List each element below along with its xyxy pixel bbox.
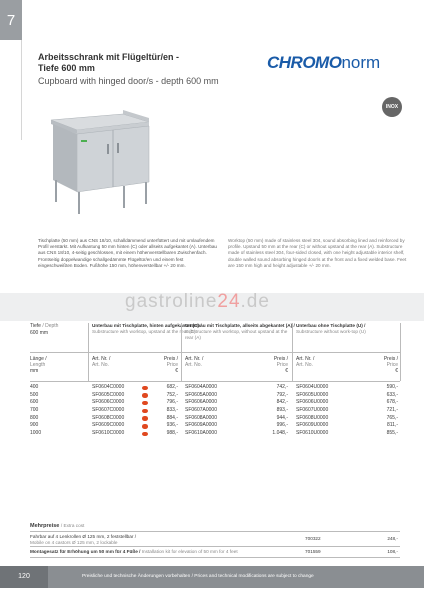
brand-logo-suffix: norm — [341, 53, 381, 72]
extra-cost-item: Montagesatz für Erhöhung um 50 mm für 4 Füße / Installation kit for elevation of 50 mm for 4 feet 701559 108,- — [30, 549, 398, 554]
rule — [30, 352, 400, 353]
section-tab-rule — [0, 40, 22, 140]
group-header-c: Unterbau mit Tischplatte, hinten aufgekantet (C) / Substructure with worktop, upstand at the rear (C) — [92, 323, 202, 334]
inox-badge: INOX — [382, 97, 402, 117]
product-image — [45, 100, 155, 218]
table-row: 800 SF0608C0000 884,- SF0608A0000 944,- SF0608U0000 765,- — [30, 414, 398, 421]
price-header-c: Preis / Price € — [163, 356, 178, 375]
brand-logo — [267, 53, 379, 77]
description-en: Worktop (50 mm) made of stainless steel 304, sound absorbing lined and reinforced by profile. Upstand 50 mm at the rear (C) or without upstand at the rear (A). Substructure made of stainless steel 304, four-sided closed, with one height adjustable interior shelf, double walled sound absorbing hinged door/s at the front and a fixed welded base. Feet are 150 mm high and height adjustable +/- 20 mm. — [228, 238, 407, 268]
description-de: Tischplatte (50 mm) aus CNS 18/10, schalldämmend unterfüttert und mit umlaufendem Profil verstärkt. Mit Aufkantung 50 mm hinten (C) oder allseits aufgekantet (A). Unterbau aus CNS 18/10, 4-seitig geschlossen, mit einem höhenverstellbaren Zwischenfach. Frontseitig doppelwandige schallgedämmte Flügeltür/en und einem fest eingeschweißten Boden. Fußhöhe 150 mm, höhenverstellbar +/- 20 mm. — [38, 238, 217, 268]
table-row: 700 SF0607C0000 833,- SF0607A0000 893,- SF0607U0000 721,- — [30, 407, 398, 414]
page-title-en: Cupboard with hinged door/s - depth 600 mm — [38, 76, 219, 86]
price-header-u: Preis / Price € — [383, 356, 398, 375]
marker-dot — [142, 416, 148, 421]
depth-label: Tiefe / Depth 600 mm — [30, 323, 80, 337]
section-tab: 7 — [0, 0, 22, 40]
marker-dot — [142, 424, 148, 429]
footer-note: Preisliche und technische Änderungen vorbehalten / Prices and technical modifications are subject to change — [82, 574, 314, 579]
depth-value: 600 mm — [30, 330, 49, 336]
table-row: 1000 SF0610C0000 988,- SF0610A0000 1.048,- SF0610U0000 855,- — [30, 430, 398, 437]
marker-dot — [142, 401, 148, 406]
length-header: Länge / Length mm — [30, 356, 47, 375]
page-number: 120 — [0, 566, 48, 588]
group-header-a: Unterbau mit Tischplatte, allseits abgekantet (A) / Substructure with worktop, without upstand at the rear (A) — [185, 323, 295, 340]
rule — [30, 546, 400, 547]
rule — [30, 531, 400, 532]
price-header-a: Preis / Price € — [273, 356, 288, 375]
extra-cost-item: Fahrbar auf 4 Lenkrollen Ø 125 mm, 2 feststellbar / Mobile on 4 castors Ø 125 mm, 2 lockable 700322 248,- — [30, 534, 398, 545]
extra-cost-heading: Mehrpreise / Extra cost — [30, 523, 85, 529]
rule — [400, 323, 401, 381]
rule — [30, 557, 400, 558]
watermark: gastroline24.de — [125, 291, 270, 312]
artnr-header-u: Art. Nr. / Art. No. — [296, 356, 315, 369]
artnr-header-a: Art. Nr. / Art. No. — [185, 356, 204, 369]
table-row: 600 SF0606C0000 796,- SF0606A0000 842,- SF0606U0000 678,- — [30, 399, 398, 406]
marker-dot — [142, 432, 148, 437]
marker-dot — [142, 393, 148, 398]
rule — [30, 381, 400, 382]
table-row: 500 SF0605C0000 752,- SF0605A0000 792,- SF0605U0000 633,- — [30, 391, 398, 398]
table-row: 400 SF0604C0000 682,- SF0604A0000 742,- SF0604U0000 590,- — [30, 384, 398, 390]
price-table-body — [30, 384, 400, 438]
page-title-de: Arbeitsschrank mit Flügeltür/en - — [38, 52, 180, 62]
marker-dot — [142, 409, 148, 414]
page-title-de-line2: Tiefe 600 mm — [38, 63, 95, 73]
group-header-u: Unterbau ohne Tischplatte (U) / Substructure without work-top (U) — [296, 323, 366, 334]
marker-dot — [142, 386, 148, 391]
table-row: 900 SF0609C0000 936,- SF0609A0000 996,- SF0609U0000 811,- — [30, 422, 398, 429]
brand-logo-main: CHROMO — [267, 53, 342, 72]
artnr-header-c: Art. Nr. / Art. No. — [92, 356, 111, 369]
